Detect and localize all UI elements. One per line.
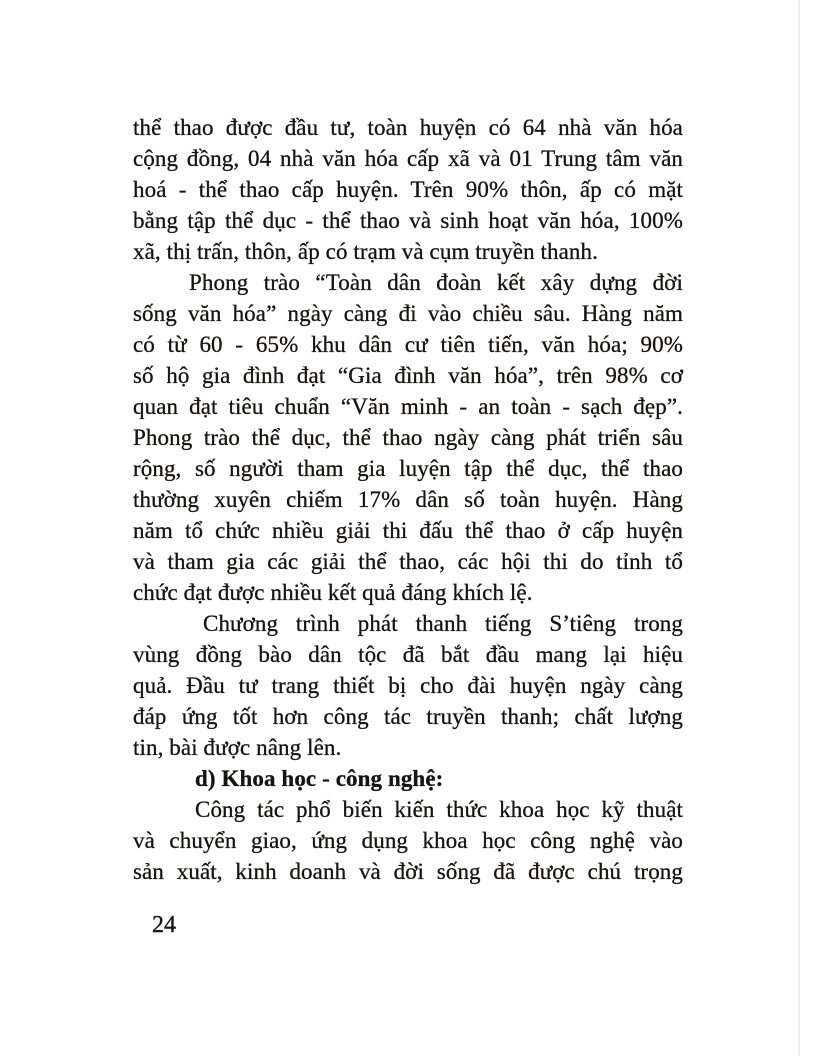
text-line: Công tác phổ biến kiến thức khoa học kỹ thuật [195, 797, 683, 822]
paragraph [133, 608, 683, 763]
text-line: thường xuyên chiếm 17% dân số toàn huyện. Hàng [133, 487, 683, 512]
text-line: có từ 60 - 65% khu dân cư tiên tiến, văn hóa; 90% [133, 332, 683, 357]
paragraph [133, 112, 683, 267]
text-line: số hộ gia đình đạt “Gia đình văn hóa”, trên 98% cơ [133, 363, 683, 388]
text-line: năm tổ chức nhiều giải thi đấu thể thao ở cấp huyện [133, 518, 683, 543]
text-line: bằng tập thể dục - thể thao và sinh hoạt văn hóa, 100% [133, 208, 683, 233]
text-line: vùng đồng bào dân tộc đã bắt đầu mang lại hiệu [133, 642, 683, 667]
text-line: chức đạt được nhiều kết quả đáng khích lệ. [133, 580, 533, 605]
paragraph [133, 267, 683, 608]
text-line: Phong trào “Toàn dân đoàn kết xây dựng đời [189, 270, 683, 295]
text-line: sống văn hóa” ngày càng đi vào chiều sâu. Hàng năm [133, 301, 683, 326]
text-line: đáp ứng tốt hơn công tác truyền thanh; chất lượng [133, 704, 683, 729]
text-line: sản xuất, kinh doanh và đời sống đã được chú trọng [133, 859, 683, 884]
text-line: và chuyển giao, ứng dụng khoa học công nghệ vào [133, 828, 683, 853]
text-line: quả. Đầu tư trang thiết bị cho đài huyện ngày càng [133, 673, 683, 698]
text-line: và tham gia các giải thể thao, các hội thi do tỉnh tổ [133, 549, 683, 574]
paragraph [133, 794, 683, 887]
text-line: Chương trình phát thanh tiếng S’tiêng trong [203, 611, 683, 636]
text-line: Phong trào thể dục, thể thao ngày càng phát triển sâu [133, 425, 683, 450]
text-line: xã, thị trấn, thôn, ấp có trạm và cụm truyền thanh. [133, 239, 598, 264]
text-line: hoá - thể thao cấp huyện. Trên 90% thôn, ấp có mặt [133, 177, 683, 202]
text-line: d) Khoa học - công nghệ: [195, 766, 444, 791]
text-line: quan đạt tiêu chuẩn “Văn minh - an toàn - sạch đẹp”. [133, 394, 683, 419]
scan-edge-artifact [798, 0, 800, 1056]
text-line: thể thao được đầu tư, toàn huyện có 64 nhà văn hóa [133, 115, 683, 140]
section-heading [133, 763, 683, 794]
text-line: tin, bài được nâng lên. [133, 735, 342, 760]
text-line: cộng đồng, 04 nhà văn hóa cấp xã và 01 Trung tâm văn [133, 146, 683, 171]
text-line: rộng, số người tham gia luyện tập thể dục, thể thao [133, 456, 683, 481]
text-block [133, 112, 683, 887]
page-number: 24 [152, 912, 176, 938]
